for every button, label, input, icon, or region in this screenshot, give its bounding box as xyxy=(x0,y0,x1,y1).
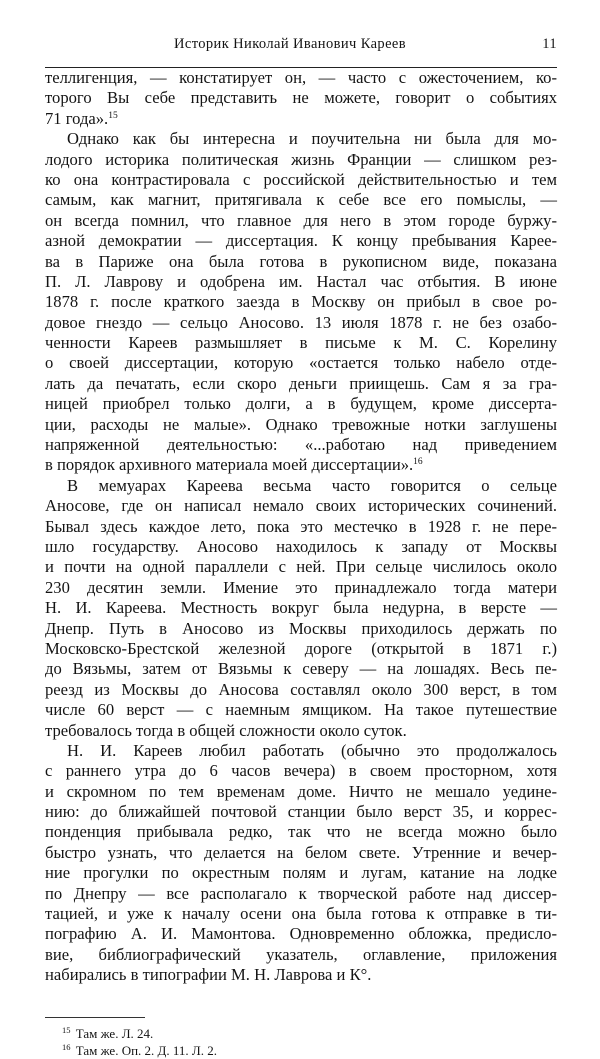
footnote-15 xyxy=(45,1025,557,1042)
text-line: Днепр. Путь в Аносово из Москвы приходилось держать по xyxy=(45,618,557,638)
paragraph-4 xyxy=(45,741,557,986)
text-line: В мемуарах Кареева весьма часто говорится о сельце xyxy=(67,475,557,495)
text-line: ко она контрастировала с российской действительностью и тем xyxy=(45,169,557,189)
text-line: Н. И. Кареева. Местность вокруг была недурна, в версте — xyxy=(45,598,557,618)
running-header xyxy=(45,30,557,56)
text-line: 230 десятин земли. Имение это принадлежало тогда матери xyxy=(45,577,557,597)
text-line: нию: до ближайшей почтовой станции было верст 35, и коррес- xyxy=(45,802,557,822)
text-line: Однако как бы интересна и поучительна ни была для мо- xyxy=(67,129,557,149)
paragraph-3 xyxy=(45,476,557,741)
text-line: напряженной деятельностью: «...работаю над приведением xyxy=(45,435,557,455)
running-title: Историк Николай Иванович Кареев xyxy=(173,36,407,52)
footnotes-rule xyxy=(45,1017,145,1018)
text-line: до Вязьмы, затем от Вязьмы к северу — на лошадях. Весь пе- xyxy=(45,659,557,679)
text-line: пографию А. И. Мамонтова. Одновременно обложка, предисло- xyxy=(45,924,557,944)
text-line: ченности Кареев размышляет в письме к М. С. Корелину xyxy=(45,333,557,353)
text-line: числе 60 верст — с наемным ямщиком. На такое путешествие xyxy=(45,700,557,720)
body-text xyxy=(45,68,557,986)
paragraph-1 xyxy=(45,68,557,129)
text-line-content: 71 года». xyxy=(45,108,109,128)
footnote-reference: 15 xyxy=(108,110,118,121)
text-line: понденция прибывала редко, так что не всегда можно было xyxy=(45,822,557,842)
footnote-number: 16 xyxy=(62,1041,71,1052)
text-line: 1878 г. после краткого заезда в Москву он прибыл в свое ро- xyxy=(45,292,557,312)
text-line: тацией, и уже к началу осени она была готова к отправке в ти- xyxy=(45,904,557,924)
text-line: лодого историка политическая жизнь Франции — слишком рез- xyxy=(45,149,557,169)
text-line: ницей приобрел только долги, а в будущем, кроме диссерта- xyxy=(45,394,557,414)
text-line: лать да печатать, если скоро деньги приищешь. Сам я за гра- xyxy=(45,373,557,393)
text-line: ции, расходы не малые». Однако тревожные нотки заглушены xyxy=(45,414,557,434)
text-line: ние прогулки по окрестным полям и лугам, катание на лодке xyxy=(45,863,557,883)
text-line: теллигенция, — констатирует он, — часто с ожесточением, ко- xyxy=(45,68,557,87)
book-page xyxy=(45,30,557,1059)
text-line: требовалось тогда в общей сложности около суток. xyxy=(45,720,407,740)
text-line: Аносове, где он написал немало своих исторических сочинений. xyxy=(45,496,557,516)
text-line xyxy=(45,109,557,129)
text-line-content: в порядок архивного материала моей диссертации». xyxy=(45,455,414,475)
text-line: и почти на одной параллели с ней. При сельце числилось около xyxy=(45,557,557,577)
footnote-text: Там же. Л. 24. xyxy=(75,1025,154,1041)
text-line: Московско-Брестской железной дороге (открытой в 1871 г.) xyxy=(45,638,557,658)
footnote-number: 15 xyxy=(62,1024,71,1035)
text-line: азной демократии — диссертация. К концу пребывания Карее- xyxy=(45,231,557,251)
text-line: и скромном по тем временам доме. Ничто не мешало уедине- xyxy=(45,781,557,801)
text-line: довое гнездо — сельцо Аносово. 13 июля 1878 г. не без озабо- xyxy=(45,312,557,332)
text-line: ва в Париже она была готова в рукописном виде, показана xyxy=(45,251,557,271)
text-line: с раннего утра до 6 часов вечера) в своем просторном, хотя xyxy=(45,761,557,781)
text-line: о своей диссертации, которую «остается только набело отдe- xyxy=(45,353,557,373)
text-line: П. Л. Лаврову и одобрена им. Настал час отбытия. В июне xyxy=(45,271,557,291)
text-line: Бывал здесь каждое лето, пока это местечко в 1928 г. не пере- xyxy=(45,516,557,536)
text-line: набирались в типографии М. Н. Лаврова и К°. xyxy=(45,965,372,985)
text-line: он всегда помнил, что главное для него в этом городе буржу- xyxy=(45,210,557,230)
text-line: Н. И. Кареев любил работать (обычно это продолжалось xyxy=(67,740,557,760)
footnotes xyxy=(45,1025,557,1059)
text-line: по Днепру — все располагало к творческой работе над диссер- xyxy=(45,883,557,903)
text-line: быстро узнать, что делается на белом свете. Утренние и вечер- xyxy=(45,842,557,862)
footnote-16 xyxy=(45,1042,557,1059)
text-line: реезд из Москвы до Аносова составлял около 300 верст, в том xyxy=(45,679,557,699)
paragraph-2 xyxy=(45,129,557,476)
text-line: шло государству. Аносово находилось к западу от Москвы xyxy=(45,536,557,556)
text-line xyxy=(45,455,557,475)
text-line: самым, как магнит, притягивала к себе все его помыслы, — xyxy=(45,190,557,210)
text-line: вие, библиографический указатель, оглавление, приложения xyxy=(45,944,557,964)
footnote-text: Там же. Оп. 2. Д. 11. Л. 2. xyxy=(75,1042,217,1058)
text-line: торого Вы себе представить не можете, говорит о событиях xyxy=(45,88,557,108)
footnote-reference: 16 xyxy=(413,457,423,468)
page-number: 11 xyxy=(542,36,557,52)
